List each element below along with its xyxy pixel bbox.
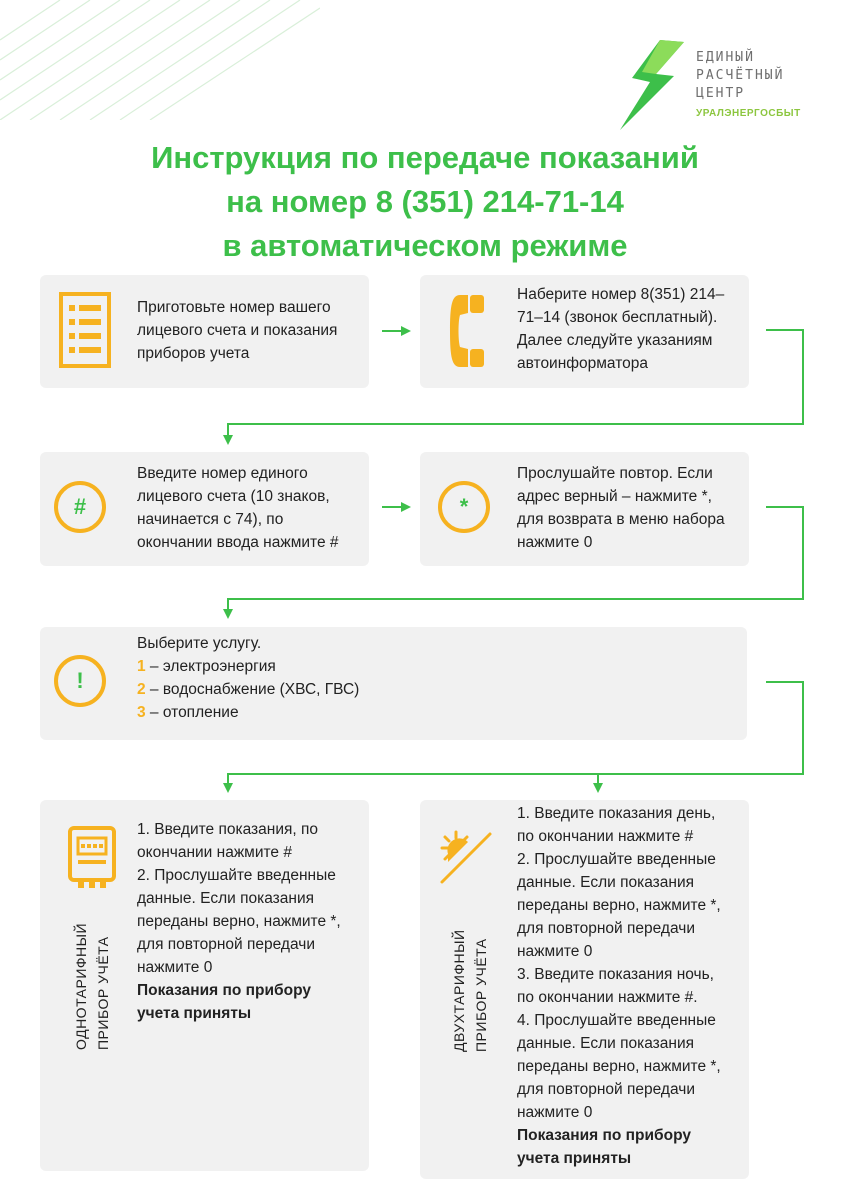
day-night-icon: [438, 830, 494, 886]
hash-icon: #: [54, 481, 106, 533]
single-line-6: для повторной передачи: [137, 936, 315, 953]
dual-line-6: для повторной передачи: [517, 920, 695, 937]
step-3-text: [137, 462, 339, 554]
logo-line-1: ЕДИНЫЙ: [696, 50, 755, 65]
step-1-line-2: лицевого счета и показания: [137, 322, 338, 339]
step-3-line-4: окончании ввода нажмите #: [137, 534, 339, 551]
dual-line-10: 4. Прослушайте введенные: [517, 1012, 716, 1029]
step-2-line-1: Наберите номер 8(351) 214–: [517, 286, 725, 303]
single-final-line-2: учета приняты: [137, 1005, 252, 1022]
title-line-1: Инструкция по передаче показаний: [151, 140, 699, 175]
dual-line-14: нажмите 0: [517, 1104, 593, 1121]
single-line-4: данные. Если показания: [137, 890, 315, 907]
single-final-line-1: Показания по прибору: [137, 982, 311, 999]
dual-line-12: переданы верно, нажмите *,: [517, 1058, 721, 1075]
step-4-line-1: Прослушайте повтор. Если: [517, 465, 713, 482]
dual-line-7: нажмите 0: [517, 943, 593, 960]
phone-icon: [446, 291, 494, 371]
service-option-2-label: – водоснабжение (ХВС, ГВС): [145, 681, 360, 698]
exclamation-icon: !: [54, 655, 106, 707]
service-option-1-number: 1: [137, 658, 146, 675]
step-3-line-2: лицевого счета (10 знаков,: [137, 488, 330, 505]
dual-line-4: данные. Если показания: [517, 874, 695, 891]
dual-final-line-2: учета приняты: [517, 1150, 632, 1167]
logo-line-3: ЦЕНТР: [696, 86, 746, 101]
single-line-3: 2. Прослушайте введенные: [137, 867, 336, 884]
step-4-line-2: адрес верный – нажмите *,: [517, 488, 712, 505]
dual-line-3: 2. Прослушайте введенные: [517, 851, 716, 868]
electric-meter-icon: [64, 824, 120, 890]
step-5-card: [40, 627, 747, 740]
single-vlabel-line-1: ОДНОТАРИФНЫЙ: [73, 922, 89, 1050]
step-4-line-4: нажмите 0: [517, 534, 593, 551]
dual-line-2: по окончании нажмите #: [517, 828, 694, 845]
step-1-card: [40, 275, 369, 388]
service-option-2: [137, 678, 359, 701]
step-4-text: [517, 462, 725, 554]
service-option-3: [137, 701, 359, 724]
single-line-1: 1. Введите показания, по: [137, 821, 319, 838]
step-2-line-2: 71–14 (звонок бесплатный).: [517, 309, 718, 326]
step-5-heading: Выберите услугу.: [137, 635, 262, 652]
step-5-text: [137, 632, 359, 724]
dual-line-13: для повторной передачи: [517, 1081, 695, 1098]
dual-line-5: переданы верно, нажмите *,: [517, 897, 721, 914]
step-4-line-3: для возврата в меню набора: [517, 511, 725, 528]
title-line-3: в автоматическом режиме: [222, 228, 628, 263]
single-line-7: нажмите 0: [137, 959, 213, 976]
dual-line-11: данные. Если показания: [517, 1035, 695, 1052]
checklist-icon: [58, 291, 114, 371]
single-line-2: окончании нажмите #: [137, 844, 292, 861]
dual-vlabel-line-2: ПРИБОР УЧЁТА: [473, 938, 489, 1052]
asterisk-icon: *: [438, 481, 490, 533]
service-option-1-label: – электроэнергия: [145, 658, 276, 675]
step-1-text: [137, 296, 337, 365]
service-option-3-number: 3: [137, 704, 146, 721]
service-option-3-label: – отопление: [145, 704, 239, 721]
title-line-2: на номер 8 (351) 214-71-14: [226, 184, 624, 219]
single-tariff-vertical-label: [70, 923, 114, 1050]
single-tariff-text: [137, 818, 341, 1025]
service-option-2-number: 2: [137, 681, 146, 698]
dual-vlabel-line-1: ДВУХТАРИФНЫЙ: [451, 929, 467, 1052]
dual-line-9: по окончании нажмите #.: [517, 989, 698, 1006]
step-2-text: [517, 283, 724, 375]
service-option-1: [137, 655, 359, 678]
step-2-card: [420, 275, 749, 388]
step-4-card: [420, 452, 749, 566]
step-1-line-3: приборов учета: [137, 345, 250, 362]
logo-subtitle: УРАЛЭНЕРГОСБЫТ: [696, 108, 801, 119]
dual-tariff-card: [420, 800, 749, 1179]
dual-line-8: 3. Введите показания ночь,: [517, 966, 714, 983]
step-2-line-4: автоинформатора: [517, 355, 648, 372]
step-3-line-3: начинается с 74), по: [137, 511, 284, 528]
single-tariff-card: [40, 800, 369, 1171]
step-2-line-3: Далее следуйте указаниям: [517, 332, 713, 349]
step-1-line-1: Приготовьте номер вашего: [137, 299, 331, 316]
dual-line-1: 1. Введите показания день,: [517, 805, 716, 822]
single-vlabel-line-2: ПРИБОР УЧЁТА: [95, 936, 111, 1050]
logo-line-2: РАСЧЁТНЫЙ: [696, 68, 785, 83]
single-line-5: переданы верно, нажмите *,: [137, 913, 341, 930]
dual-final-line-1: Показания по прибору: [517, 1127, 691, 1144]
step-3-line-1: Введите номер единого: [137, 465, 308, 482]
dual-tariff-vertical-label: [448, 929, 492, 1052]
dual-tariff-text: [517, 802, 721, 1170]
step-3-card: [40, 452, 369, 566]
